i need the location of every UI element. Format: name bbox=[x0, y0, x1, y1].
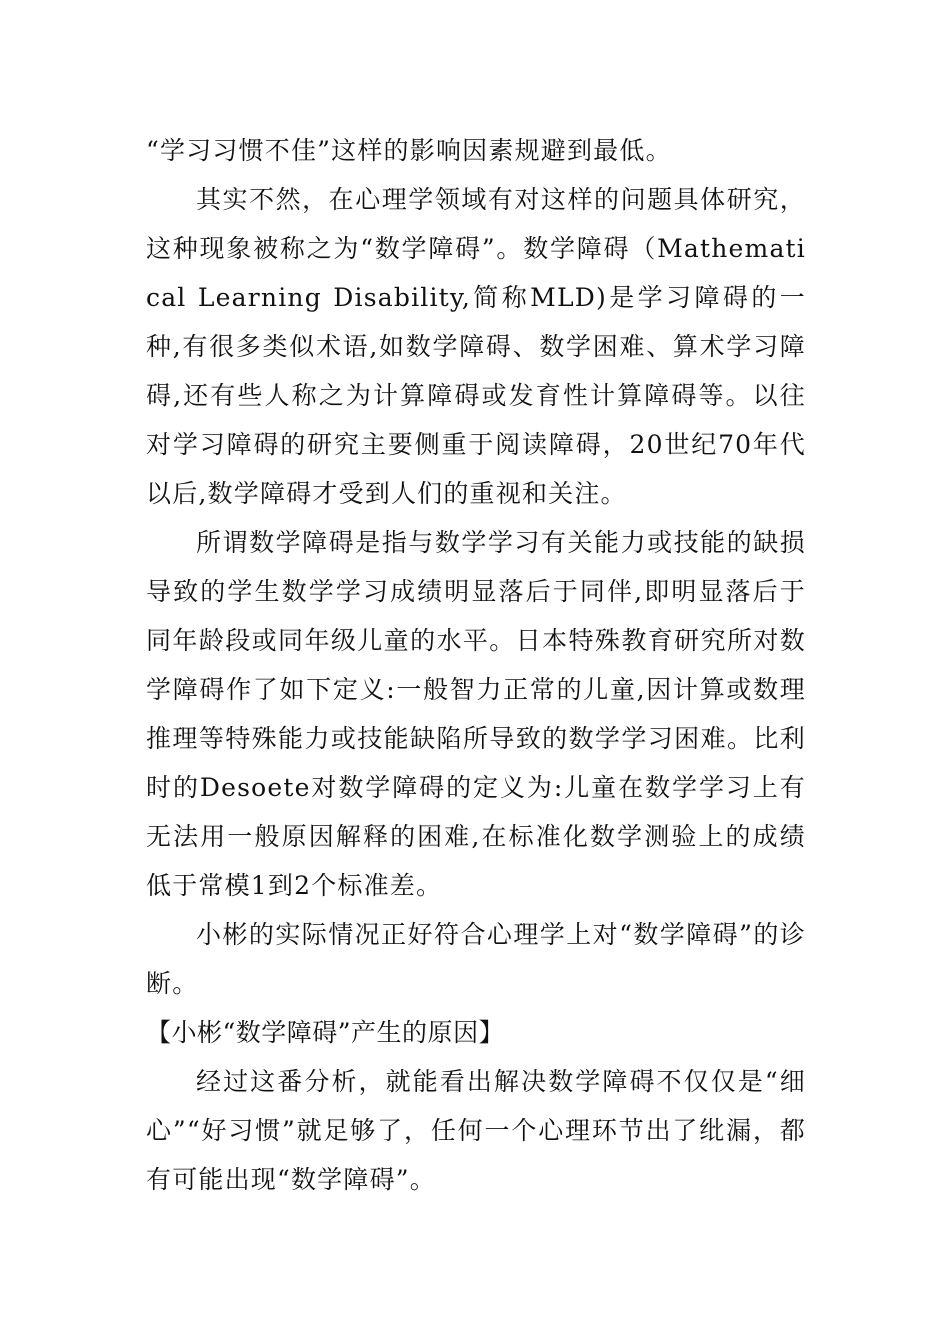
paragraph-definition-detail: 所谓数学障碍是指与数学学习有关能力或技能的缺损导致的学生数学学习成绩明显落后于同伴,即明显落后于同年龄段或同年级儿童的水平。日本特殊教育研究所对数学障碍作了如下定义:一般智力正常的儿童,因计算或数理推理等特殊能力或技能缺陷所导致的数学学习困难。比利时的Desoete对数学障碍的定义为:儿童在数学学习上有无法用一般原因解释的困难,在标准化数学测验上的成绩低于常模1到2个标准差。 bbox=[146, 528, 806, 900]
paragraph-definition-intro: 其实不然，在心理学领域有对这样的问题具体研究，这种现象被称之为“数学障碍”。数学障碍（Mathematical Learning Disability,简称MLD)是学习障碍的一种,有很多类似术语,如数学障碍、数学困难、算术学习障碍,还有些人称之为计算障碍或发育性计算障碍等。以往对学习障碍的研究主要侧重于阅读障碍，20世纪70年代以后,数学障碍才受到人们的重视和关注。 bbox=[146, 185, 806, 508]
document-body bbox=[146, 126, 806, 1204]
section-heading: 【小彬“数学障碍”产生的原因】 bbox=[146, 1018, 505, 1047]
paragraph-continuation: “学习习惯不佳”这样的影响因素规避到最低。 bbox=[146, 136, 672, 165]
paragraph-analysis: 经过这番分析，就能看出解决数学障碍不仅仅是“细心”“好习惯”就足够了，任何一个心理环节出了纰漏，都有可能出现“数学障碍”。 bbox=[146, 1067, 806, 1194]
paragraph-diagnosis: 小彬的实际情况正好符合心理学上对“数学障碍”的诊断。 bbox=[146, 920, 806, 998]
